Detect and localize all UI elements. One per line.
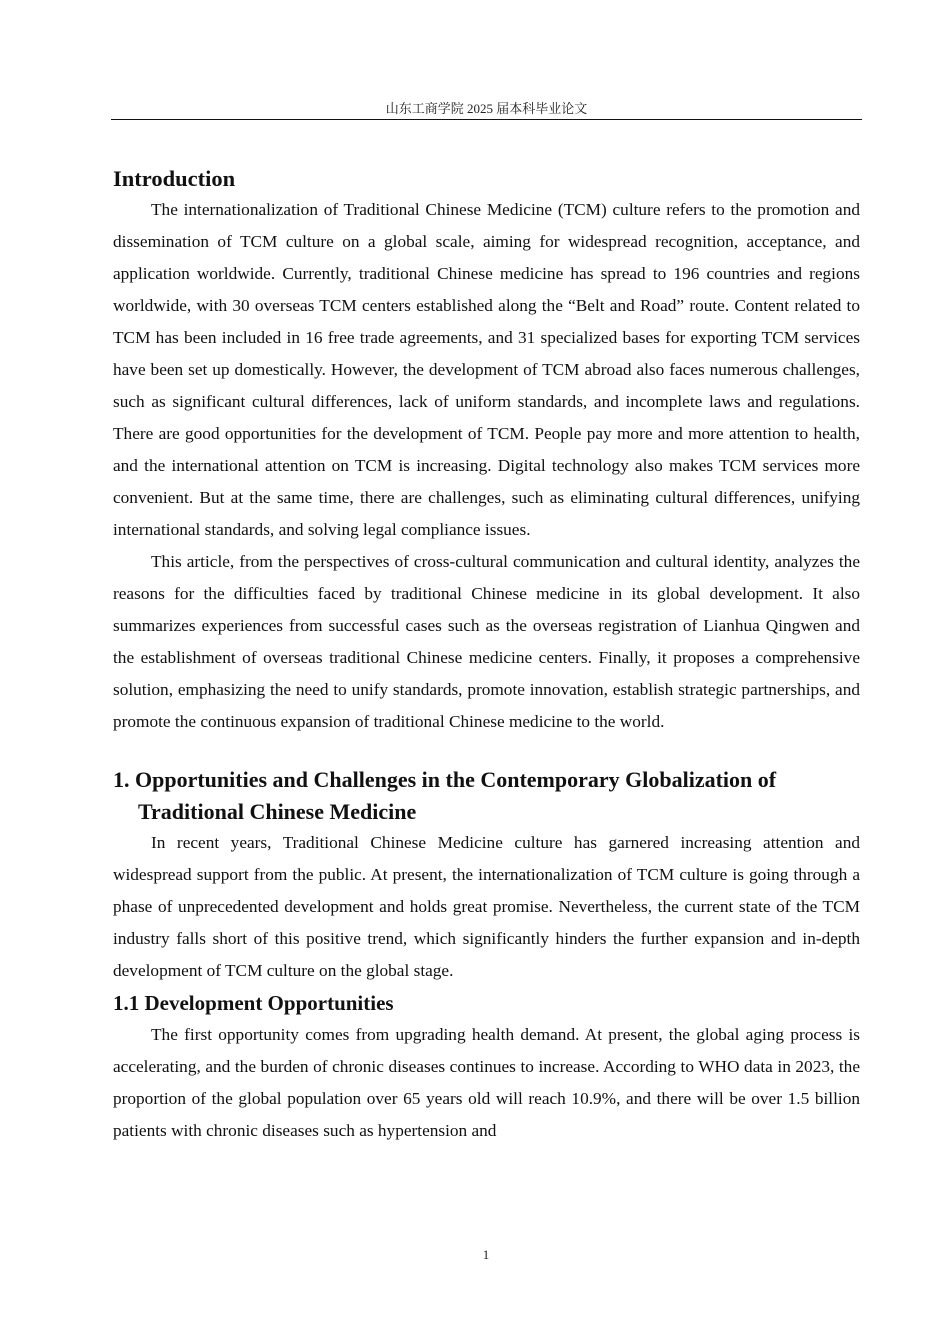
section-1-1-paragraph: The first opportunity comes from upgrading health demand. At present, the global aging process is accelerating, and the burden of chronic diseases continues to increase. According to WHO data in 2023, the proportion of the global population over 65 years old will reach 10.9%, and there will be over 1.5 billion patients with chronic diseases such as hypertension and bbox=[113, 1025, 860, 1140]
section-1-1-heading: 1.1 Development Opportunities bbox=[113, 991, 394, 1015]
introduction-paragraph-2: This article, from the perspectives of cross-cultural communication and cultural identity, analyzes the reasons for the difficulties faced by traditional Chinese medicine in its global development. It also summarizes experiences from successful cases such as the overseas registration of Lianhua Qingwen and the establishment of overseas traditional Chinese medicine centers. Finally, it proposes a comprehensive solution, emphasizing the need to unify standards, promote innovation, establish strategic partnerships, and promote the continuous expansion of traditional Chinese medicine to the world. bbox=[113, 552, 860, 731]
introduction-paragraph-1: The internationalization of Traditional Chinese Medicine (TCM) culture refers to the promotion and dissemination of TCM culture on a global scale, aiming for widespread recognition, acceptance, and application worldwide. Currently, traditional Chinese medicine has spread to 196 countries and regions worldwide, with 30 overseas TCM centers established along the “Belt and Road” route. Content related to TCM has been included in 16 free trade agreements, and 31 specialized bases for exporting TCM services have been set up domestically. However, the development of TCM abroad also faces numerous challenges, such as significant cultural differences, lack of uniform standards, and incomplete laws and regulations. There are good opportunities for the development of TCM. People pay more and more attention to health, and the international attention on TCM is increasing. Digital technology also makes TCM services more convenient. But at the same time, there are challenges, such as eliminating cultural differences, unifying international standards, and solving legal compliance issues. bbox=[113, 200, 860, 539]
running-header: 山东工商学院 2025 届本科毕业论文 bbox=[385, 101, 588, 116]
introduction-heading: Introduction bbox=[113, 166, 236, 191]
page-number: 1 bbox=[482, 1247, 490, 1262]
header-rule bbox=[111, 119, 862, 120]
section-1-paragraph: In recent years, Traditional Chinese Medicine culture has garnered increasing attention and widespread support from the public. At present, the internationalization of TCM culture is going through a phase of unprecedented development and holds great promise. Nevertheless, the current state of the TCM industry falls short of this positive trend, which significantly hinders the further expansion and in-depth development of TCM culture on the global stage. bbox=[113, 833, 860, 980]
page-body bbox=[113, 164, 860, 1147]
section-1-heading: 1. Opportunities and Challenges in the Contemporary Globalization of Traditional Chinese Medicine bbox=[113, 767, 777, 824]
